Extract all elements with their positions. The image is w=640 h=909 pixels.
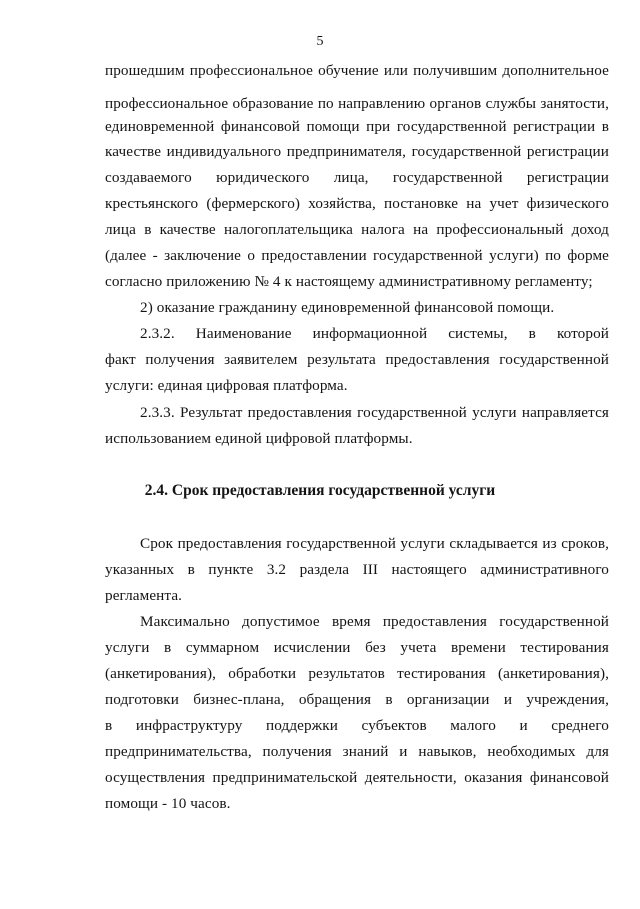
paragraph-line: регламента. <box>105 587 183 604</box>
paragraph-line: единовременной финансовой помощи при государственной регистрации в <box>105 118 609 135</box>
paragraph-line: крестьянского (фермерского) хозяйства, постановке на учет физического <box>105 195 609 212</box>
paragraph-line: указанных в пункте 3.2 раздела III настоящего административного <box>105 561 609 578</box>
paragraph-line: Срок предоставления государственной услуги складывается из сроков, <box>140 535 609 552</box>
paragraph-line: помощи - 10 часов. <box>105 795 231 812</box>
paragraph-line: лица в качестве налогоплательщика налога на профессиональный доход <box>105 221 609 238</box>
paragraph-line: создаваемого юридического лица, государственной регистрации <box>105 169 609 186</box>
paragraph-line: факт получения заявителем результата предоставления государственной <box>105 351 609 368</box>
paragraph-line: подготовки бизнес-плана, обращения в организации и учреждения, <box>105 691 609 708</box>
paragraph-line: услуги: единая цифровая платформа. <box>105 377 348 394</box>
paragraph-line: (далее - заключение о предоставлении государственной услуги) по форме <box>105 247 609 264</box>
paragraph-line: Максимально допустимое время предоставления государственной <box>140 613 609 630</box>
section-heading: 2.4. Срок предоставления государственной услуги <box>144 482 496 499</box>
paragraph-line: 2.3.3. Результат предоставления государственной услуги направляется <box>140 404 609 421</box>
paragraph-line: в инфраструктуру поддержки субъектов малого и среднего <box>105 717 609 734</box>
list-item: 2) оказание гражданину единовременной финансовой помощи. <box>140 299 555 316</box>
paragraph-line: осуществления предпринимательской деятельности, оказания финансовой <box>105 769 609 786</box>
paragraph-line: предпринимательства, получения знаний и навыков, необходимых для <box>105 743 609 760</box>
paragraph-line: профессиональное образование по направлению органов службы занятости, <box>105 95 609 112</box>
paragraph-line: согласно приложению № 4 к настоящему административному регламенту; <box>105 273 593 290</box>
paragraph-line: (анкетирования), обработки результатов тестирования (анкетирования), <box>105 665 609 682</box>
paragraph-line: прошедшим профессиональное обучение или получившим дополнительное <box>105 62 609 79</box>
paragraph-line: качестве индивидуального предпринимателя, государственной регистрации <box>105 143 609 160</box>
paragraph-line: услуги в суммарном исчислении без учета времени тестирования <box>105 639 609 656</box>
paragraph-line: 2.3.2. Наименование информационной системы, в которой <box>140 325 609 342</box>
page-number: 5 <box>316 34 324 49</box>
paragraph-line: использованием единой цифровой платформы. <box>105 430 413 447</box>
